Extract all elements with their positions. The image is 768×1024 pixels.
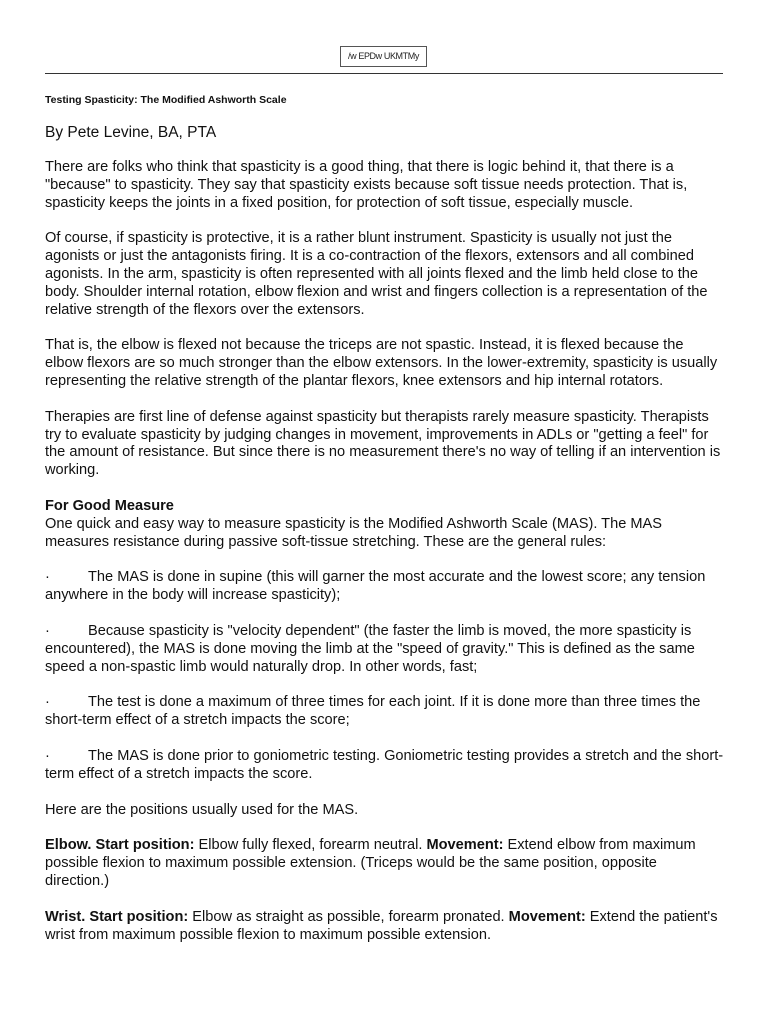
bullet-item	[45, 694, 725, 730]
bullet-item	[45, 748, 725, 784]
bullet-item	[45, 569, 725, 605]
movement-label: Movement:	[426, 837, 504, 854]
position-elbow	[45, 837, 725, 890]
movement-text: Extend elbow from maximum possible flexion to maximum possible extension. (Triceps would be the same position, opposite direction.)	[45, 837, 696, 889]
start-text: Elbow fully flexed, forearm neutral.	[194, 837, 427, 854]
paragraph: Therapies are first line of defense against spasticity but therapists rarely measure spasticity. Therapists try to evaluate spasticity by judging changes in movement, improvements in ADLs or "getting a feel" for the amount of resistance. But since there is no measurement there's no way of telling if an intervention is working.	[45, 408, 721, 479]
viewstate-header-box: /w EPDw UKMTMy	[340, 46, 427, 67]
paragraph: That is, the elbow is flexed not because the triceps are not spastic. Instead, it is flexed because the elbow flexors are so much stronger than the elbow extensors. In the lower-extremity, spasticity is usually representing the relative strength of the plantar flexors, knee extensors and hip internal rotators.	[45, 337, 718, 389]
bullet-icon: ·	[45, 569, 50, 586]
movement-text: Extend the patient's wrist from maximum possible flexion to maximum possible extension.	[45, 908, 718, 943]
section-intro: One quick and easy way to measure spasticity is the Modified Ashworth Scale (MAS). The MAS measures resistance during passive soft-tissue stretching. These are the general rules:	[45, 515, 662, 550]
bullet-text: The MAS is done in supine (this will garner the most accurate and the lowest score; any tension anywhere in the body will increase spasticity);	[45, 569, 706, 604]
bullet-icon: ·	[45, 747, 50, 764]
movement-label: Movement:	[508, 908, 586, 925]
bullet-text: Because spasticity is "velocity dependent" (the faster the limb is moved, the more spasticity is encountered), the MAS is done moving the limb at the "speed of gravity." This is defined as the same speed a non-spastic limb would naturally drop. In other words, fast;	[45, 622, 695, 675]
bullet-text: The MAS is done prior to goniometric testing. Goniometric testing provides a stretch and the short-term effect of a stretch impacts the score.	[45, 747, 724, 782]
bullet-item	[45, 623, 725, 676]
bullet-icon: ·	[45, 622, 50, 639]
paragraph: There are folks who think that spasticity is a good thing, that there is logic behind it, that there is a "because" to spasticity. They say that spasticity exists because soft tissue needs protection. That is, spasticity keeps the joints in a fixed position, for protection of soft tissue, especially muscle.	[45, 159, 688, 211]
section-good-measure	[45, 498, 725, 551]
paragraph: Of course, if spasticity is protective, it is a rather blunt instrument. Spasticity is usually not just the agonists or just the antagonists firing. It is a co-contraction of the flexors, extensors and all combined agonists. In the arm, spasticity is often represented with all joints flexed and the limb held close to the body. Shoulder internal rotation, elbow flexion and wrist and fingers collection is a representation of the relative strength of the flexors over the extensors.	[45, 230, 708, 318]
position-wrist	[45, 909, 725, 945]
start-label: Elbow. Start position:	[45, 837, 195, 854]
bullet-icon: ·	[45, 694, 50, 711]
start-text: Elbow as straight as possible, forearm pronated.	[188, 908, 509, 925]
article-byline: By Pete Levine, BA, PTA	[45, 124, 217, 141]
header-divider	[45, 73, 723, 74]
article-body	[45, 94, 725, 962]
bullet-text: The test is done a maximum of three times for each joint. If it is done more than three times the short-term effect of a stretch impacts the score;	[45, 694, 701, 729]
section-heading: For Good Measure	[45, 497, 174, 514]
positions-intro: Here are the positions usually used for the MAS.	[45, 801, 359, 818]
start-label: Wrist. Start position:	[45, 908, 189, 925]
article-title: Testing Spasticity: The Modified Ashworth Scale	[45, 94, 287, 106]
